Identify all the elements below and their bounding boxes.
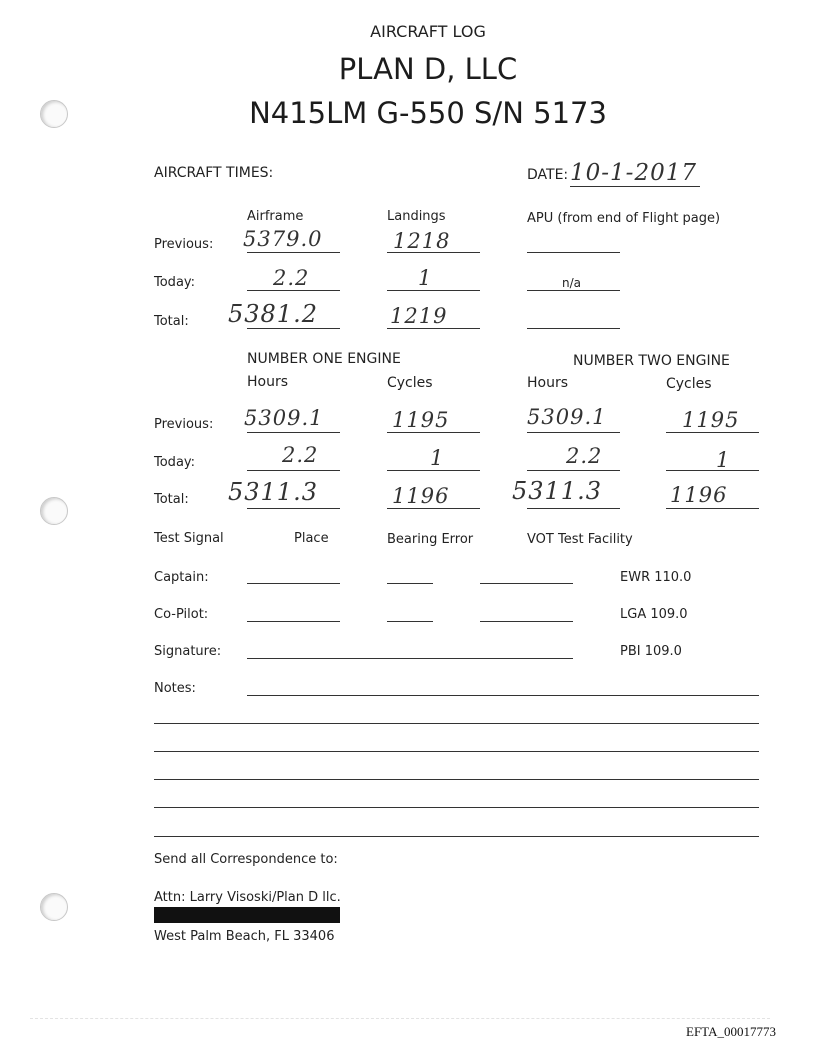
binder-hole-middle bbox=[40, 497, 68, 525]
row-today-label: Today: bbox=[154, 275, 196, 290]
engine-row-previous-label: Previous: bbox=[154, 417, 214, 432]
apu-total-line bbox=[527, 328, 620, 329]
engine2-hours-previous-line bbox=[527, 432, 620, 433]
airframe-previous-line bbox=[247, 252, 340, 253]
landings-total-line bbox=[387, 328, 480, 329]
engine1-hours-previous-line bbox=[247, 432, 340, 433]
engine2-cycles-total-line bbox=[666, 508, 759, 509]
col-airframe: Airframe bbox=[247, 209, 304, 224]
engine1-hours-today-line bbox=[247, 470, 340, 471]
engine1-cycles-total-line bbox=[387, 508, 480, 509]
notes-line-3 bbox=[154, 751, 759, 752]
col-apu: APU (from end of Flight page) bbox=[527, 211, 721, 226]
date-line bbox=[570, 186, 700, 187]
airframe-today: 2.2 bbox=[273, 266, 310, 290]
row-previous-label: Previous: bbox=[154, 237, 214, 252]
engine1-hours-today: 2.2 bbox=[282, 443, 319, 467]
notes-line-4 bbox=[154, 779, 759, 780]
engine2-cycles-previous: 1195 bbox=[682, 408, 740, 432]
aircraft-id: N415LM G-550 S/N 5173 bbox=[249, 96, 607, 130]
facility-ewr: EWR 110.0 bbox=[620, 570, 692, 585]
col-test-signal: Test Signal bbox=[154, 531, 224, 546]
engine2-hours-today: 2.2 bbox=[566, 444, 603, 468]
engine2-hours-total-line bbox=[527, 508, 620, 509]
correspondence-city: West Palm Beach, FL 33406 bbox=[154, 929, 335, 944]
landings-previous: 1218 bbox=[393, 229, 451, 253]
document-id: EFTA_00017773 bbox=[686, 1024, 776, 1039]
engine2-cycles-today-line bbox=[666, 470, 759, 471]
airframe-previous: 5379.0 bbox=[243, 227, 323, 251]
engine2-cycles-previous-line bbox=[666, 432, 759, 433]
airframe-total: 5381.2 bbox=[228, 300, 318, 328]
signature-line bbox=[247, 658, 573, 659]
engine1-hours-total: 5311.3 bbox=[228, 478, 318, 506]
binder-hole-bottom bbox=[40, 893, 68, 921]
engine2-hours-total: 5311.3 bbox=[512, 477, 602, 505]
airframe-total-line bbox=[247, 328, 340, 329]
landings-previous-line bbox=[387, 252, 480, 253]
copilot-vot-line bbox=[480, 621, 573, 622]
engine2-cycles-total: 1196 bbox=[670, 483, 728, 507]
scan-artifact-line bbox=[30, 1018, 770, 1019]
engine1-cycles-today-line bbox=[387, 470, 480, 471]
landings-today-line bbox=[387, 290, 480, 291]
engine1-hours-previous: 5309.1 bbox=[244, 406, 324, 430]
doc-type-title: AIRCRAFT LOG bbox=[370, 22, 486, 41]
copilot-label: Co-Pilot: bbox=[154, 607, 209, 622]
date-label: DATE: bbox=[527, 167, 569, 183]
captain-vot-line bbox=[480, 583, 573, 584]
engine-two-hours-label: Hours bbox=[527, 375, 569, 391]
notes-line-6 bbox=[154, 836, 759, 837]
engine1-cycles-previous: 1195 bbox=[392, 408, 450, 432]
signature-label: Signature: bbox=[154, 644, 222, 659]
airframe-today-line bbox=[247, 290, 340, 291]
landings-total: 1219 bbox=[390, 304, 448, 328]
engine-one-title: NUMBER ONE ENGINE bbox=[247, 351, 401, 367]
correspondence-heading: Send all Correspondence to: bbox=[154, 852, 338, 867]
engine2-hours-today-line bbox=[527, 470, 620, 471]
correspondence-attn: Attn: Larry Visoski/Plan D llc. bbox=[154, 890, 341, 905]
engine-two-cycles-label: Cycles bbox=[666, 376, 712, 392]
apu-today-line bbox=[527, 290, 620, 291]
copilot-bearing-line bbox=[387, 621, 433, 622]
date-value: 10-1-2017 bbox=[570, 160, 697, 186]
landings-today: 1 bbox=[418, 266, 433, 290]
engine-two-title: NUMBER TWO ENGINE bbox=[573, 353, 730, 369]
engine2-hours-previous: 5309.1 bbox=[527, 405, 607, 429]
captain-label: Captain: bbox=[154, 570, 209, 585]
copilot-place-line bbox=[247, 621, 340, 622]
redaction-bar bbox=[154, 907, 340, 923]
captain-place-line bbox=[247, 583, 340, 584]
engine-row-total-label: Total: bbox=[154, 492, 189, 507]
apu-today: n/a bbox=[562, 276, 582, 290]
engine-row-today-label: Today: bbox=[154, 455, 196, 470]
engine1-cycles-previous-line bbox=[387, 432, 480, 433]
engine2-cycles-today: 1 bbox=[716, 448, 731, 472]
col-vot-facility: VOT Test Facility bbox=[527, 532, 633, 547]
facility-pbi: PBI 109.0 bbox=[620, 644, 682, 659]
col-landings: Landings bbox=[387, 209, 446, 224]
notes-line-2 bbox=[154, 723, 759, 724]
engine1-cycles-today: 1 bbox=[430, 446, 445, 470]
aircraft-times-label: AIRCRAFT TIMES: bbox=[154, 165, 274, 181]
col-place: Place bbox=[294, 531, 329, 546]
row-total-label: Total: bbox=[154, 314, 189, 329]
col-bearing-error: Bearing Error bbox=[387, 532, 474, 547]
engine1-cycles-total: 1196 bbox=[392, 484, 450, 508]
company-name: PLAN D, LLC bbox=[338, 52, 518, 86]
notes-line-5 bbox=[154, 807, 759, 808]
facility-lga: LGA 109.0 bbox=[620, 607, 688, 622]
engine-one-cycles-label: Cycles bbox=[387, 375, 433, 391]
engine-one-hours-label: Hours bbox=[247, 374, 289, 390]
apu-previous-line bbox=[527, 252, 620, 253]
notes-label: Notes: bbox=[154, 681, 196, 696]
notes-line-1 bbox=[247, 695, 759, 696]
captain-bearing-line bbox=[387, 583, 433, 584]
engine1-hours-total-line bbox=[247, 508, 340, 509]
